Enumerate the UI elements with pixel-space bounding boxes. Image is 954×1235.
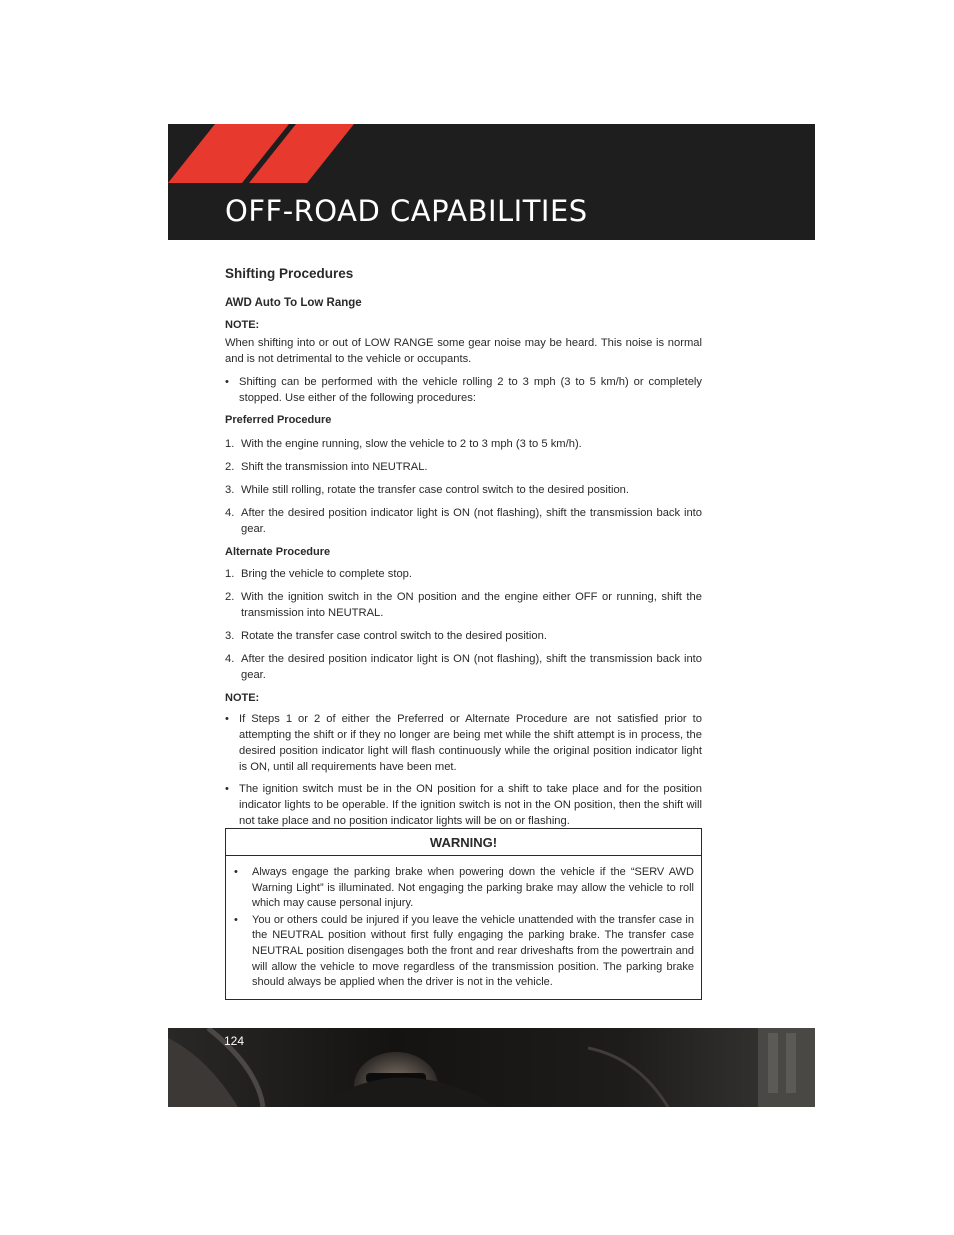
bullet-marker: • [234, 913, 238, 926]
list-item [234, 913, 694, 991]
bullet-text: If Steps 1 or 2 of either the Preferred or Alternate Procedure are not satisfied prior to attempting the shift or if they no longer are being met while the shift attempt is in process, the desired position indicator light will flash continuously while the original position indicator light is ON, until all requirements have been met. [239, 713, 702, 773]
procedure-step [225, 436, 702, 452]
warning-body [226, 856, 701, 991]
step-text: After the desired position indicator light is ON (not flashing), shift the transmission back into gear. [241, 507, 702, 535]
warning-title: WARNING! [226, 829, 701, 856]
list-item [225, 374, 702, 406]
step-number: 3. [225, 630, 235, 642]
chapter-title: OFF-ROAD CAPABILITIES [225, 194, 588, 228]
bullet-marker: • [234, 866, 238, 878]
step-text: Shift the transmission into NEUTRAL. [241, 461, 428, 473]
note-label: NOTE: [225, 692, 260, 704]
preferred-procedure-label: Preferred Procedure [225, 414, 332, 426]
step-text: With the engine running, slow the vehicle to 2 to 3 mph (3 to 5 km/h). [241, 438, 582, 450]
step-text: Bring the vehicle to complete stop. [241, 568, 413, 580]
step-text: Rotate the transfer case control switch to the desired position. [241, 630, 547, 642]
procedure-step [225, 505, 702, 537]
bullet-marker: • [225, 376, 229, 388]
note-text: When shifting into or out of LOW RANGE some gear noise may be heard. This noise is normal and is not detrimental to the vehicle or occupants. [225, 337, 702, 365]
main-content [225, 266, 702, 835]
step-text: While still rolling, rotate the transfer case control switch to the desired position. [241, 484, 630, 496]
step-number: 4. [225, 653, 235, 665]
step-number: 3. [225, 484, 235, 496]
bullet-marker: • [225, 783, 229, 795]
procedure-step [225, 589, 702, 621]
footer-photo [168, 1028, 815, 1107]
racing-stripes-logo [168, 124, 368, 186]
bullet-text: Shifting can be performed with the vehicle rolling 2 to 3 mph (3 to 5 km/h) or completely stopped. Use either of the following procedures: [239, 376, 702, 404]
section-heading: Shifting Procedures [225, 266, 354, 281]
bullet-text: Always engage the parking brake when powering down the vehicle if the “SERV AWD Warning Light” is illuminated. Not engaging the parking brake may allow the vehicle to roll which may cause personal injury. [252, 866, 694, 910]
warning-box [225, 828, 702, 1000]
procedure-step [225, 482, 702, 498]
step-text: After the desired position indicator light is ON (not flashing), shift the transmission back into gear. [241, 653, 702, 681]
step-number: 2. [225, 591, 235, 603]
list-item [225, 781, 702, 829]
bullet-text: You or others could be injured if you leave the vehicle unattended with the transfer case in the NEUTRAL position without first fully engaging the parking brake. The transfer case NEUTRAL position disengages both the front and rear driveshafts from the powertrain and will allow the vehicle to move regardless of the transmission position. The parking brake should always be applied when the driver is not in the vehicle. [252, 913, 694, 989]
procedure-step [225, 459, 702, 475]
alternate-procedure-label: Alternate Procedure [225, 546, 331, 558]
step-text: With the ignition switch in the ON position and the engine either OFF or running, shift the transmission into NEUTRAL. [241, 591, 702, 619]
subsection-heading: AWD Auto To Low Range [225, 297, 362, 309]
bullet-marker: • [225, 713, 229, 725]
procedure-step [225, 628, 702, 644]
step-number: 4. [225, 507, 235, 519]
step-number: 1. [225, 438, 235, 450]
procedure-step [225, 651, 702, 683]
step-number: 1. [225, 568, 235, 580]
procedure-step [225, 566, 702, 582]
note-label: NOTE: [225, 319, 260, 331]
list-item [234, 865, 694, 912]
page-number: 124 [224, 1034, 245, 1048]
chapter-header [168, 124, 815, 240]
bullet-text: The ignition switch must be in the ON position for a shift to take place and for the position indicator lights to be operable. If the ignition switch is not in the ON position, then the shift will not take place and no position indicator lights will be on or flashing. [239, 783, 702, 827]
footer-photo-band [168, 1028, 815, 1107]
step-number: 2. [225, 461, 235, 473]
list-item [225, 711, 702, 775]
